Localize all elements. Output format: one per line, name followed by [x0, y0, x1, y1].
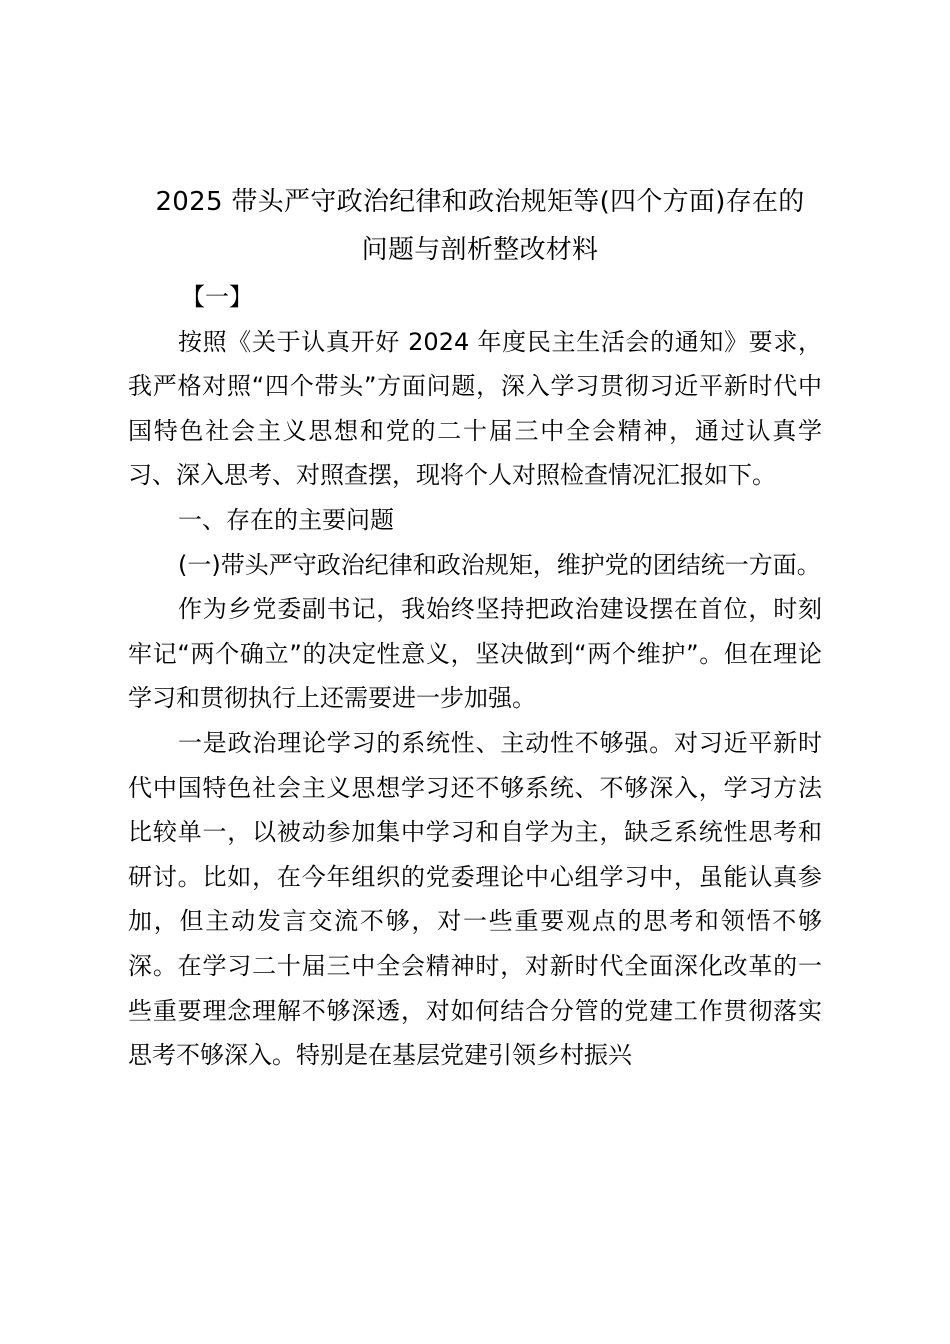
- paragraph-issue-one: 一是政治理论学习的系统性、主动性不够强。对习近平新时代中国特色社会主义思想学习还不够系统、不够深入，学习方法比较单一，以被动参加集中学习和自学为主，缺乏系统性思考和研讨。比如，在今年组织的党委理论中心组学习中，虽能认真参加，但主动发言交流不够，对一些重要观点的思考和领悟不够深。在学习二十届三中全会精神时，对新时代全面深化改革的一些重要理念理解不够深透，对如何结合分管的党建工作贯彻落实思考不够深入。特别是在基层党建引领乡村振兴: [128, 728, 822, 1070]
- paragraph-role-statement: 作为乡党委副书记，我始终坚持把政治建设摆在首位，时刻牢记“两个确立”的决定性意义，坚决做到“两个维护”。但在理论学习和贯彻执行上还需要进一步加强。: [128, 595, 822, 713]
- section-mark: 【一】: [181, 283, 253, 311]
- title-line-1: 2025 带头严守政治纪律和政治规矩等(四个方面)存在的: [155, 187, 805, 217]
- paragraph-intro: 按照《关于认真开好 2024 年度民主生活会的通知》要求，我严格对照“四个带头”方面问题，深入学习贯彻习近平新时代中国特色社会主义思想和党的二十届三中全会精神，通过认真学习、深入思考、对照查摆，现将个人对照检查情况汇报如下。: [128, 327, 822, 490]
- subheading-political-discipline: (一)带头严守政治纪律和政治规矩，维护党的团结统一方面。: [178, 550, 821, 579]
- title-line-2: 问题与剖析整改材料: [361, 235, 599, 265]
- document-title: [110, 178, 850, 274]
- document-body: [128, 275, 822, 1078]
- heading-main-problems: 一、存在的主要问题: [178, 505, 394, 534]
